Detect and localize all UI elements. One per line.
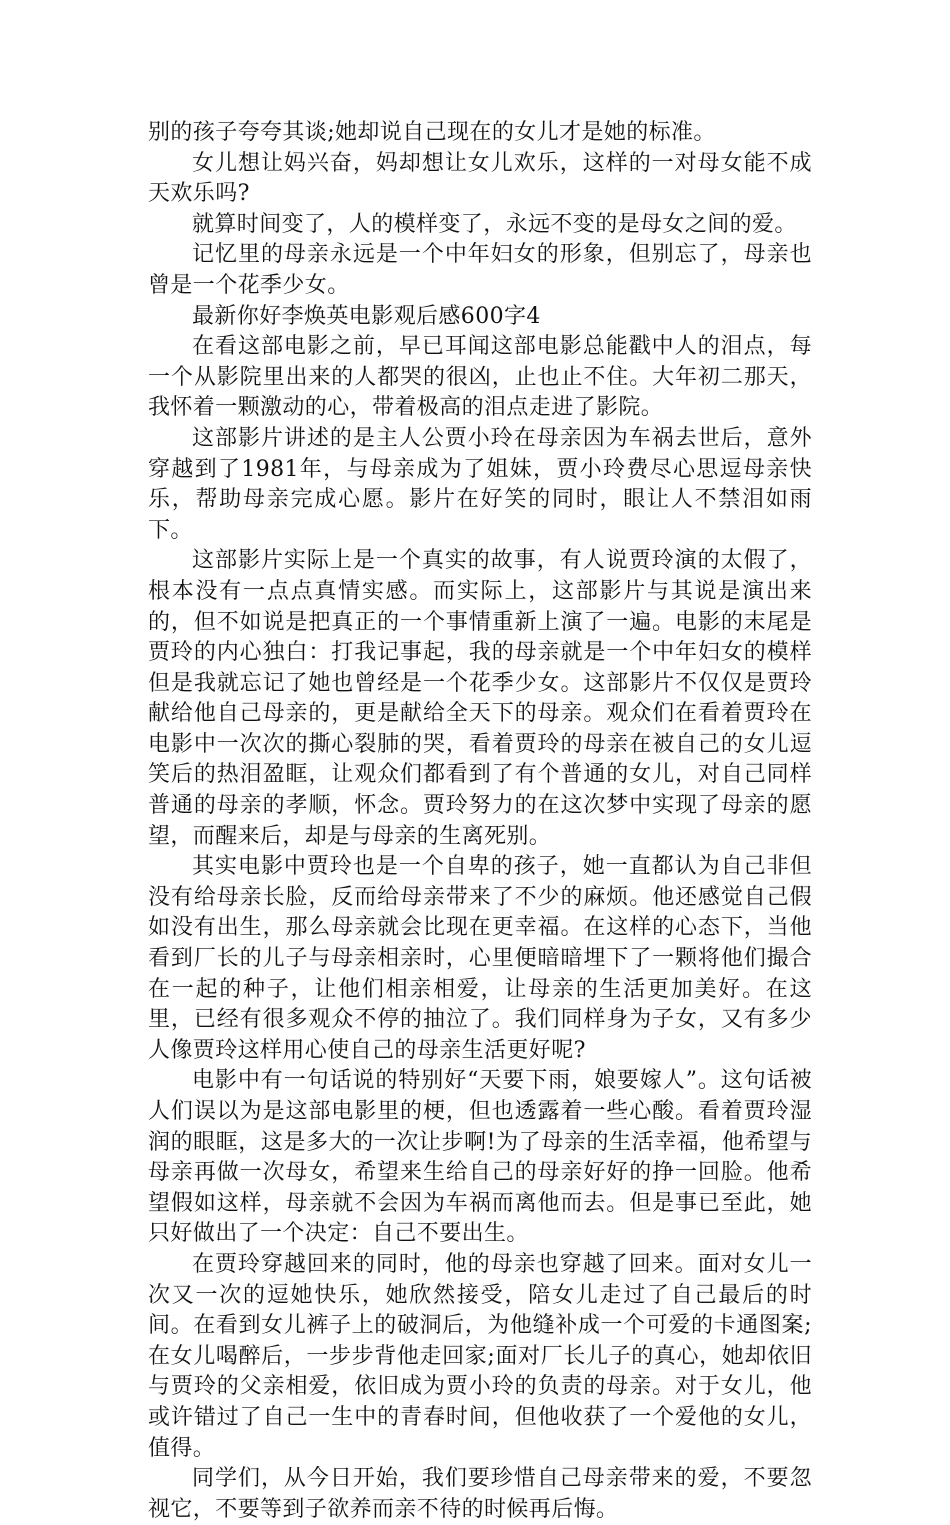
- document-page: [148, 118, 812, 1525]
- paragraph: 记忆里的母亲永远是一个中年妇女的形象，但别忘了，母亲也曾是一个花季少女。: [148, 242, 812, 298]
- paragraph: 女儿想让妈兴奋，妈却想让女儿欢乐，这样的一对母女能不成天欢乐吗?: [148, 150, 812, 207]
- paragraph: 在贾玲穿越回来的同时，他的母亲也穿越了回来。面对女儿一次又一次的逗她快乐，她欣然接受，陪女儿走过了自己最后的时间。在看到女儿裤子上的破洞后，为他缝补成一个可爱的卡通图案;在女儿喝醉后，一步步背他走回家;面对厂长儿子的真心，她却依旧与贾玲的父亲相爱，依旧成为贾小玲的负责的母亲。对于女儿，他或许错过了自己一生中的青春时间，但他收获了一个爱他的女儿，值得。: [148, 1251, 812, 1461]
- paragraph: 其实电影中贾玲也是一个自卑的孩子，她一直都认为自己非但没有给母亲长脸，反而给母亲带来了不少的麻烦。他还感觉自己假如没有出生，那么母亲就会比现在更幸福。在这样的心态下，当他看到厂长的儿子与母亲相亲时，心里便暗暗埋下了一颗将他们撮合在一起的种子，让他们相亲相爱，让母亲的生活更加美好。在这里，已经有很多观众不停的抽泣了。我们同样身为子女，又有多少人像贾玲这样用心使自己的母亲生活更好呢?: [148, 854, 812, 1063]
- paragraph-continued: 别的孩子夸夸其谈;她却说自己现在的女儿才是她的标准。: [148, 120, 716, 145]
- paragraph: 就算时间变了，人的模样变了，永远不变的是母女之间的爱。: [192, 211, 797, 237]
- section-heading: 最新你好李焕英电影观后感600字4: [192, 303, 541, 329]
- paragraph: 在看这部电影之前，早已耳闻这部电影总能戳中人的泪点，每一个从影院里出来的人都哭的很凶，止也止不住。大年初二那天，我怀着一颗激动的心，带着极高的泪点走进了影院。: [148, 334, 812, 421]
- paragraph: 电影中有一句话说的特别好“天要下雨，娘要嫁人”。这句话被人们误以为是这部电影里的梗，但也透露着一些心酸。看着贾玲湿润的眼眶，这是多大的一次让步啊!为了母亲的生活幸福，他希望与母亲再做一次母女，希望来生给自己的母亲好好的挣一回脸。他希望假如这样，母亲就不会因为车祸而离他而去。但是事已至此，她只好做出了一个决定：自己不要出生。: [148, 1068, 812, 1247]
- paragraph: 这部影片实际上是一个真实的故事，有人说贾玲演的太假了，根本没有一点点真情实感。而实际上，这部影片与其说是演出来的，但不如说是把真正的一个事情重新上演了一遍。电影的末尾是贾玲的内心独白：打我记事起，我的母亲就是一个中年妇女的模样但是我就忘记了她也曾经是一个花季少女。这部影片不仅仅是贾玲献给他自己母亲的，更是献给全天下的母亲。观众们在看着贾玲在电影中一次次的撕心裂肺的哭，看着贾玲的母亲在被自己的女儿逗笑后的热泪盈眶，让观众们都看到了有个普通的女儿，对自己同样普通的母亲的孝顺，怀念。贾玲努力的在这次梦中实现了母亲的愿望，而醒来后，却是与母亲的生离死别。: [148, 548, 812, 849]
- paragraph: 这部影片讲述的是主人公贾小玲在母亲因为车祸去世后，意外穿越到了1981年，与母亲成为了姐妹，贾小玲费尽心思逗母亲快乐，帮助母亲完成心愿。影片在好笑的同时，眼让人不禁泪如雨下。: [148, 425, 812, 543]
- paragraph: 同学们，从今日开始，我们要珍惜自己母亲带来的爱，不要忽视它，不要等到子欲养而亲不待的时候再后悔。: [148, 1466, 812, 1522]
